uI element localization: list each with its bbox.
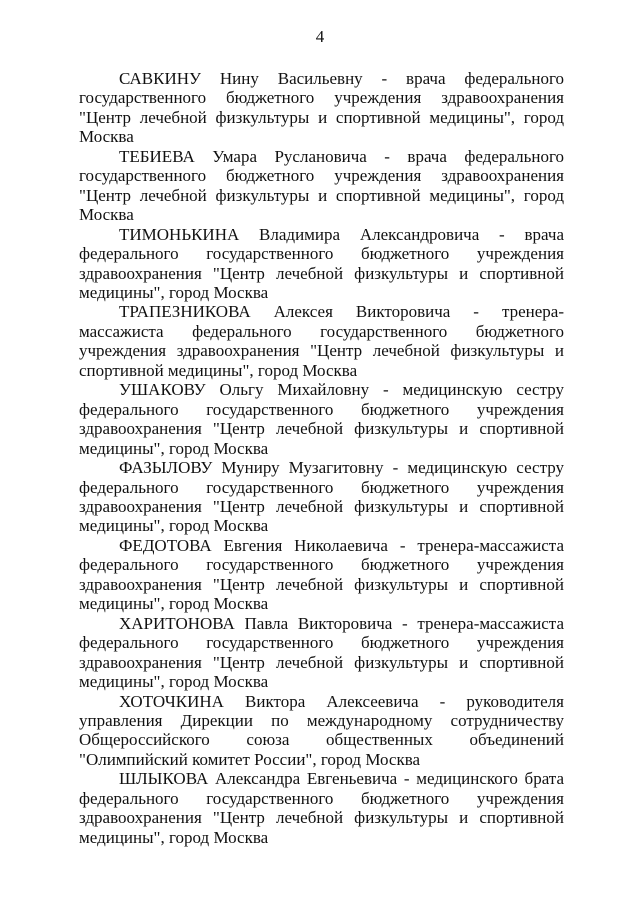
page-number: 4 — [315, 27, 325, 46]
list-item: САВКИНУ Нину Васильевну - врача федерального государственного бюджетного учреждения здравоохранения "Центр лечебной физкультуры и спортивной медицины", город Москва — [79, 69, 564, 147]
list-item: УШАКОВУ Ольгу Михайловну - медицинскую сестру федерального государственного бюджетного учреждения здравоохранения "Центр лечебной физкультуры и спортивной медицины", город Москва — [79, 380, 564, 458]
list-item: ТРАПЕЗНИКОВА Алексея Викторовича - тренера-массажиста федерального государственного бюджетного учреждения здравоохранения "Центр лечебной физкультуры и спортивной медицины", город Москва — [79, 302, 564, 380]
list-item: ХАРИТОНОВА Павла Викторовича - тренера-массажиста федерального государственного бюджетного учреждения здравоохранения "Центр лечебной физкультуры и спортивной медицины", город Москва — [79, 613, 564, 692]
list-item: ТИМОНЬКИНА Владимира Александровича - врача федерального государственного бюджетного учреждения здравоохранения "Центр лечебной физкультуры и спортивной медицины", город Москва — [79, 224, 564, 302]
list-item: ФЕДОТОВА Евгения Николаевича - тренера-массажиста федерального государственного бюджетного учреждения здравоохранения "Центр лечебной физкультуры и спортивной медицины", город Москва — [79, 535, 564, 614]
award-list — [79, 69, 564, 847]
list-item: ХОТОЧКИНА Виктора Алексеевича - руководителя управления Дирекции по международному сотрудничеству Общероссийского союза общественных объединений "Олимпийский комитет России", город Москва — [79, 691, 564, 769]
list-item: ТЕБИЕВА Умара Руслановича - врача федерального государственного бюджетного учреждения здравоохранения "Центр лечебной физкультуры и спортивной медицины", город Москва — [79, 146, 564, 225]
list-item: ШЛЫКОВА Александра Евгеньевича - медицинского брата федерального государственного бюджетного учреждения здравоохранения "Центр лечебной физкультуры и спортивной медицины", город Москва — [79, 769, 564, 847]
list-item: ФАЗЫЛОВУ Муниру Музагитовну - медицинскую сестру федерального государственного бюджетного учреждения здравоохранения "Центр лечебной физкультуры и спортивной медицины", город Москва — [79, 458, 564, 536]
